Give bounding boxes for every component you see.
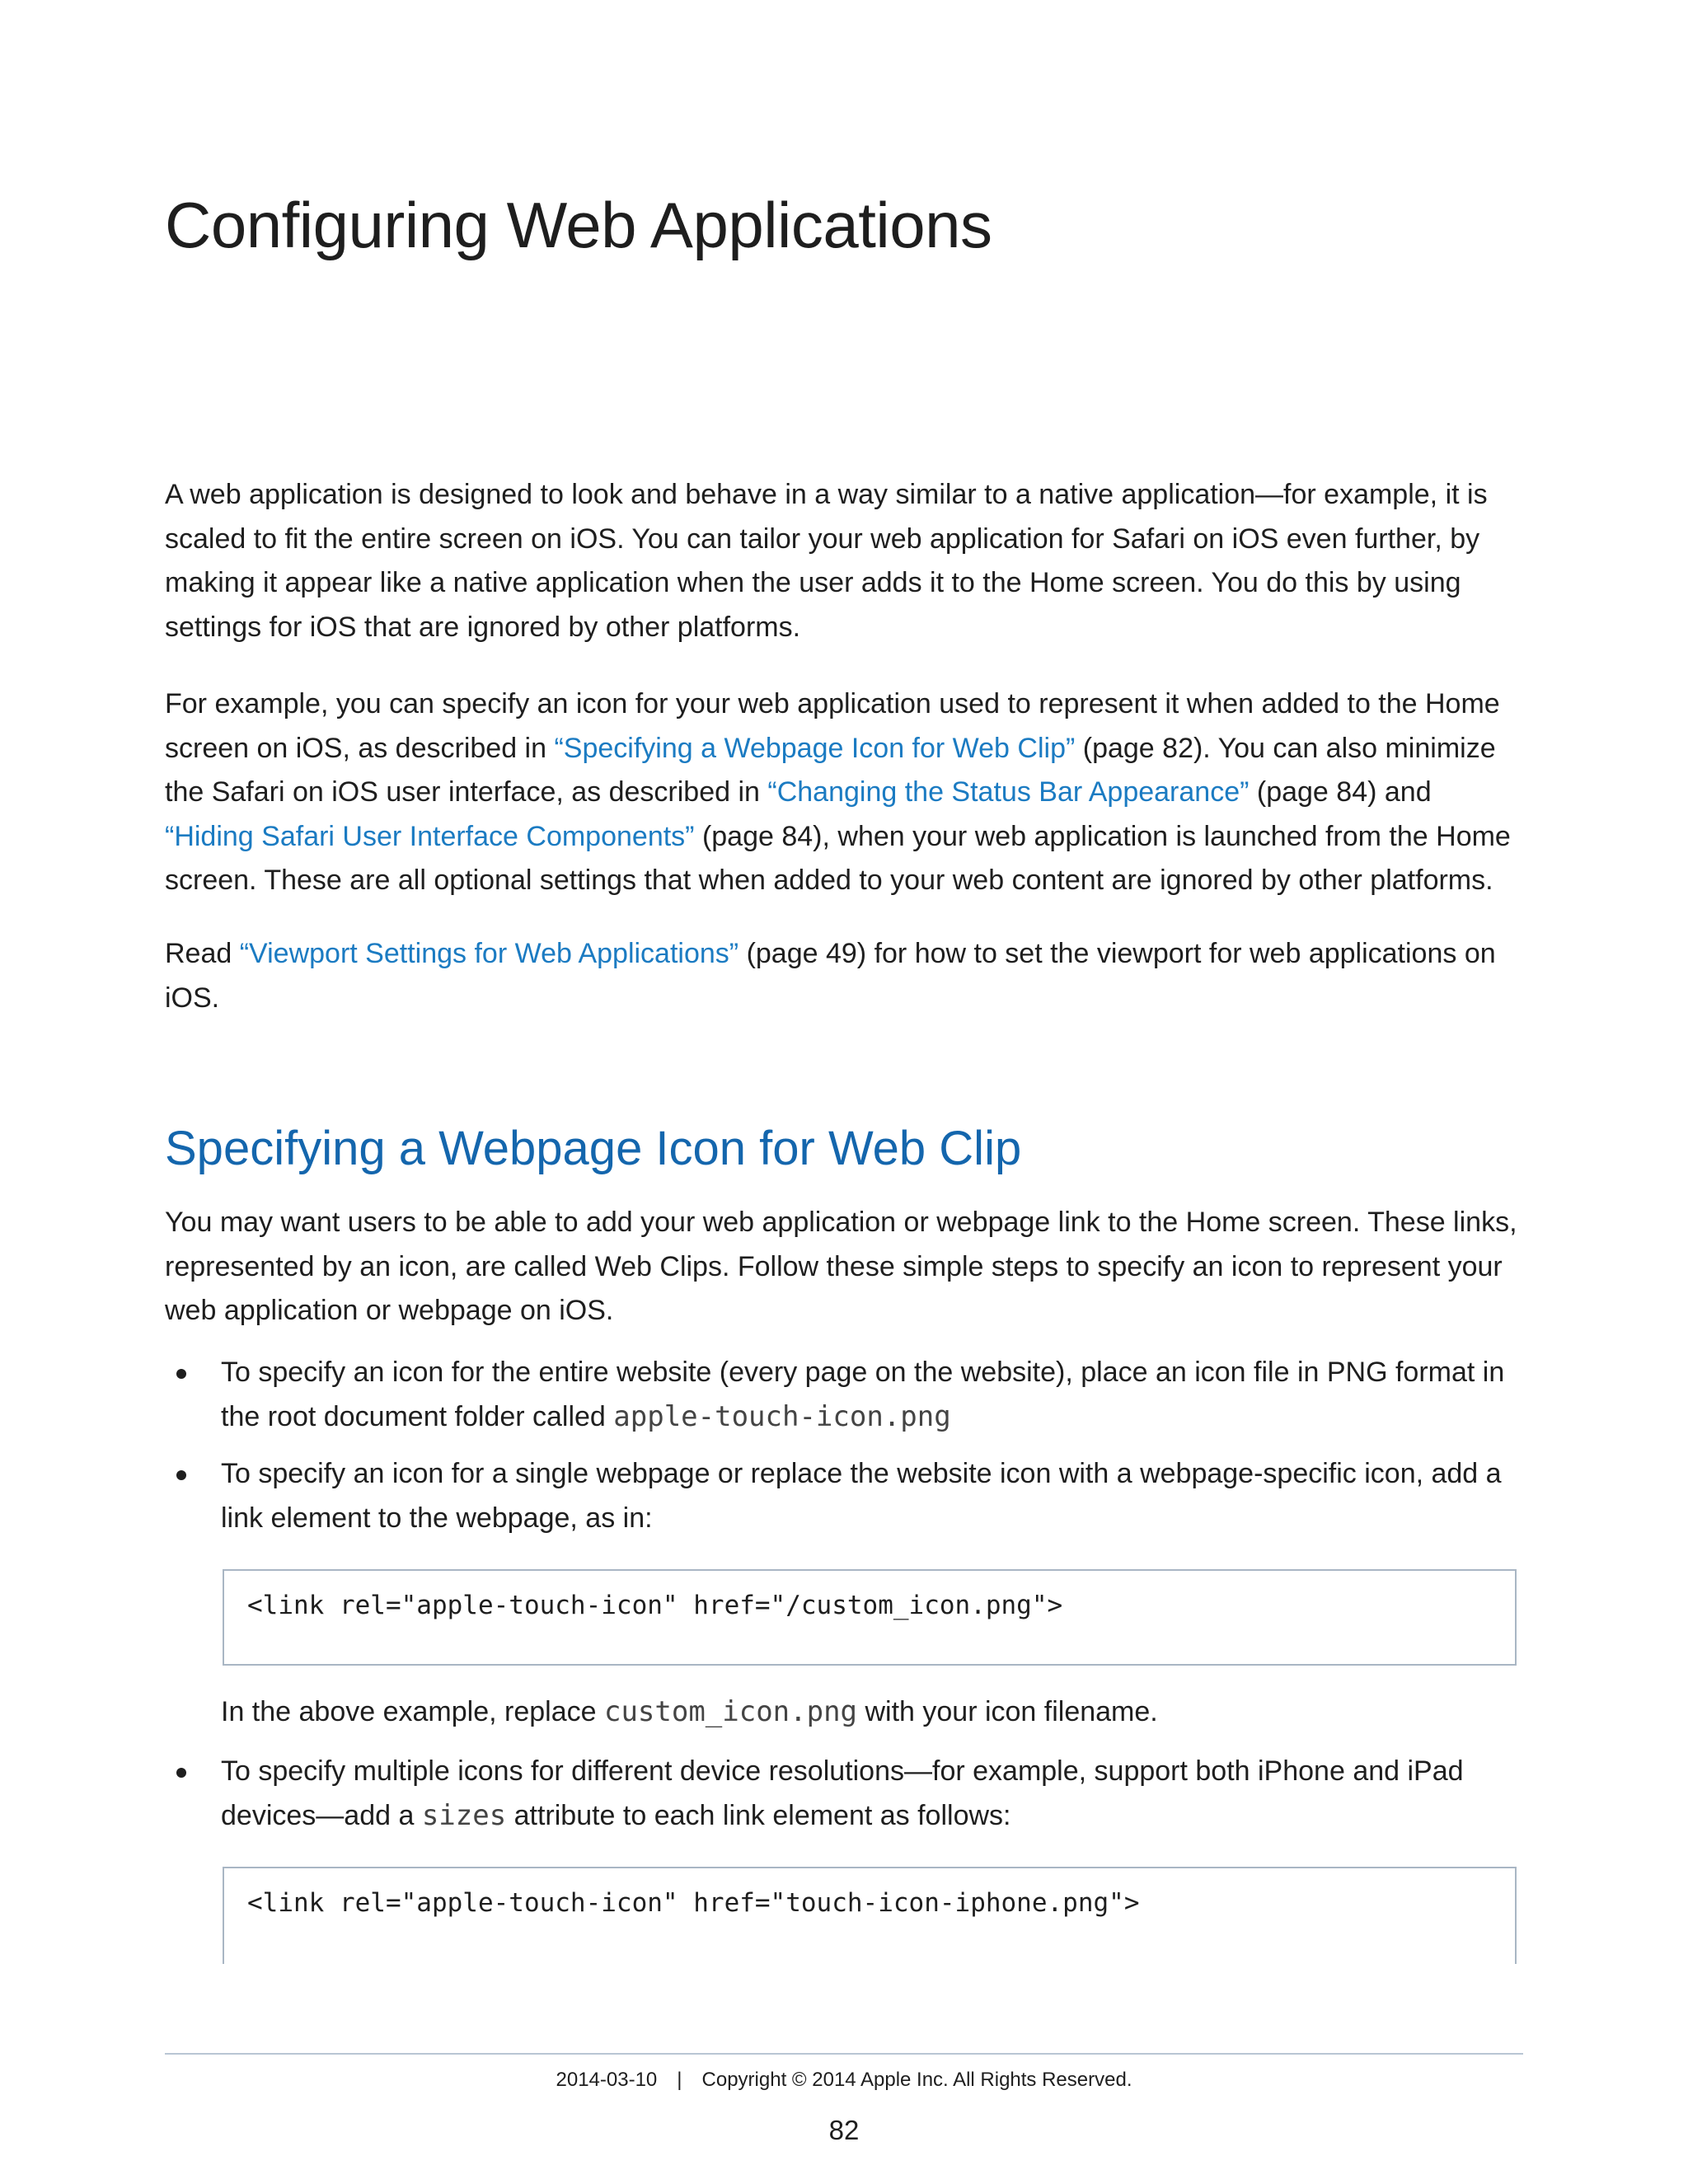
link-hiding-safari-ui[interactable]: “Hiding Safari User Interface Components” [165, 820, 695, 852]
paragraph-text: For example, you can specify an icon for your web application used to represent it when added to the Home screen on iOS, as described in [165, 688, 1500, 764]
footer-divider [165, 2053, 1523, 2055]
section-intro-text: You may want users to be able to add your web application or webpage link to the Home screen. These links, represented by an icon, are called Web Clips. Follow these simple steps to specify an icon to represent your web application or webpage on iOS. [165, 1207, 1517, 1326]
paragraph-text: In the above example, replace [221, 1696, 604, 1727]
footer-copyright: Copyright © 2014 Apple Inc. All Rights Reserved. [701, 2069, 1132, 2091]
paragraph-text: with your icon filename. [857, 1696, 1158, 1727]
bullet-icon [176, 1470, 186, 1480]
code-block: <link rel="apple-touch-icon" href="touch-icon-iphone.png"> [223, 1867, 1517, 1964]
paragraph [165, 932, 1523, 1020]
footer-separator: | [677, 2069, 682, 2091]
link-viewport-settings[interactable]: “Viewport Settings for Web Applications” [239, 938, 739, 969]
bullet-icon [176, 1369, 186, 1379]
bullet-list [165, 1452, 1523, 1540]
paragraph [221, 1690, 1523, 1735]
inline-code: apple-touch-icon.png [613, 1399, 951, 1433]
paragraph-text: (page 82). You can also minimize the Safari on iOS user interface, as described in [165, 732, 1496, 808]
bullet-text: To specify an icon for the entire website (every page on the website), place an icon file in PNG format in the root document folder called [221, 1357, 1505, 1432]
bullet-text: To specify multiple icons for different device resolutions—for example, support both iPhone and iPad devices—add a [221, 1755, 1464, 1831]
paragraph-text: (page 84) and [1249, 776, 1432, 808]
inline-code: sizes [421, 1798, 507, 1832]
section-title: Specifying a Webpage Icon for Web Clip [165, 1122, 1022, 1175]
paragraph-text: (page 84), when your web application is launched from the Home screen. These are all optional settings that when added to your web content are ignored by other platforms. [165, 820, 1511, 896]
intro-paragraph-3 [165, 932, 1523, 1020]
bullet-text: attribute to each link element as follows: [506, 1799, 1011, 1831]
intro-text: A web application is designed to look and behave in a way similar to a native application—for example, it is scaled to fit the entire screen on iOS. You can tailor your web application for Safari on iOS even further, by making it appear like a native application when the user adds it to the Home screen. You do this by using settings for iOS that are ignored by other platforms. [165, 479, 1488, 643]
paragraph-text: Read [165, 938, 240, 969]
section-intro [165, 1201, 1523, 1333]
list-item [165, 1452, 1523, 1540]
paragraph-text: (page 49) for how to set the viewport for web applications on iOS. [165, 938, 1496, 1014]
bullet-list [165, 1750, 1523, 1838]
code-block: <link rel="apple-touch-icon" href="/custom_icon.png"> [223, 1569, 1517, 1666]
footer-date: 2014-03-10 [556, 2069, 658, 2091]
list-item [165, 1750, 1523, 1838]
intro-paragraph-1 [165, 473, 1523, 649]
bullet-text: To specify an icon for a single webpage or replace the website icon with a webpage-specific icon, add a link element to the webpage, as in: [221, 1458, 1502, 1534]
inline-code: custom_icon.png [603, 1695, 858, 1728]
page-number: 82 [828, 2115, 860, 2145]
intro-paragraph-2 [165, 682, 1523, 903]
link-changing-status-bar[interactable]: “Changing the Status Bar Appearance” [767, 776, 1250, 808]
link-specifying-webpage-icon[interactable]: “Specifying a Webpage Icon for Web Clip” [554, 732, 1076, 764]
page-title: Configuring Web Applications [165, 189, 992, 261]
bullet-list [165, 1351, 1523, 1439]
footer [0, 2069, 1688, 2092]
code-explanation [221, 1690, 1523, 1735]
bullet-icon [176, 1768, 186, 1778]
paragraph [165, 682, 1523, 903]
list-item [165, 1351, 1523, 1439]
